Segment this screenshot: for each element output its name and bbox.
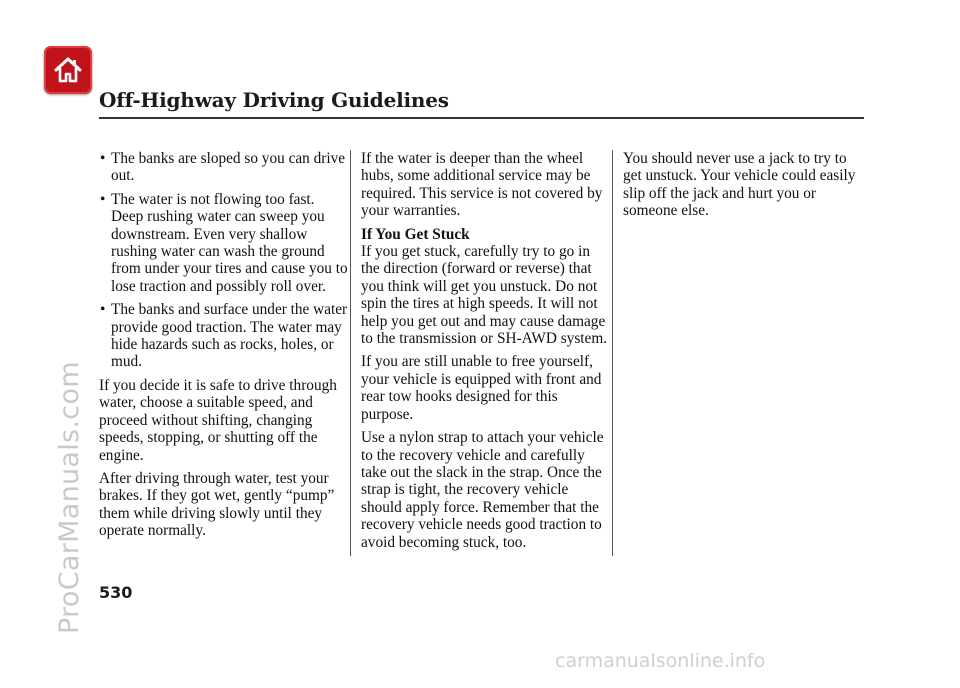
bullet-text: The banks are sloped so you can drive out.	[111, 150, 346, 185]
home-icon	[52, 54, 84, 86]
body-paragraph: You should never use a jack to try to get unstuck. Your vehicle could easily slip off the jack and hurt you or someone else.	[623, 150, 856, 220]
bottom-watermark: carmanualsonline.info	[555, 650, 766, 672]
column-3	[623, 150, 868, 226]
bullet-item	[99, 191, 349, 295]
side-watermark: ProCarManuals.com	[54, 361, 85, 634]
bullet-symbol: •	[100, 150, 106, 167]
body-paragraph: After driving through water, test your brakes. If they got wet, gently “pump” them while driving slowly until they operate normally.	[99, 469, 335, 540]
bullet-text: The water is not flowing too fast. Deep rushing water can sweep you downstream. Even very shallow rushing water can wash the ground from under your tires and cause you to lose traction and possibly roll over.	[111, 190, 348, 295]
body-paragraph: If you are still unable to free yourself, your vehicle is equipped with front and rear tow hooks designed for this purpose.	[361, 353, 602, 423]
bullet-text: The banks and surface under the water provide good traction. The water may hide hazards such as rocks, holes, or mud.	[111, 301, 348, 371]
column-1	[99, 150, 349, 546]
bullet-item	[99, 301, 349, 371]
title-divider	[99, 117, 864, 119]
column-divider	[350, 150, 351, 556]
home-button[interactable]	[44, 46, 92, 94]
body-paragraph: If you get stuck, carefully try to go in the direction (forward or reverse) that you think will get you unstuck. Do not spin the tires at high speeds. It will not help you get out and may cause damage to the transmission or SH-AWD system.	[361, 243, 608, 348]
page-title: Off-Highway Driving Guidelines	[99, 88, 449, 112]
bullet-symbol: •	[100, 190, 106, 208]
subheading: If You Get Stuck	[361, 225, 470, 243]
body-paragraph: Use a nylon strap to attach your vehicle to the recovery vehicle and carefully take out the slack in the strap. Once the strap is tight, the recovery vehicle should apply force. Remember that the recovery vehicle needs good traction to avoid becoming stuck, too.	[361, 429, 604, 551]
column-2	[361, 150, 609, 557]
page-number: 530	[99, 583, 133, 602]
body-paragraph: If you decide it is safe to drive through water, choose a suitable speed, and proceed without shifting, changing speeds, stopping, or shutting off the engine.	[99, 376, 337, 464]
column-divider	[612, 150, 613, 556]
body-paragraph: If the water is deeper than the wheel hubs, some additional service may be required. This service is not covered by your warranties.	[361, 150, 603, 220]
bullet-item	[99, 150, 349, 185]
bullet-symbol: •	[100, 301, 106, 319]
